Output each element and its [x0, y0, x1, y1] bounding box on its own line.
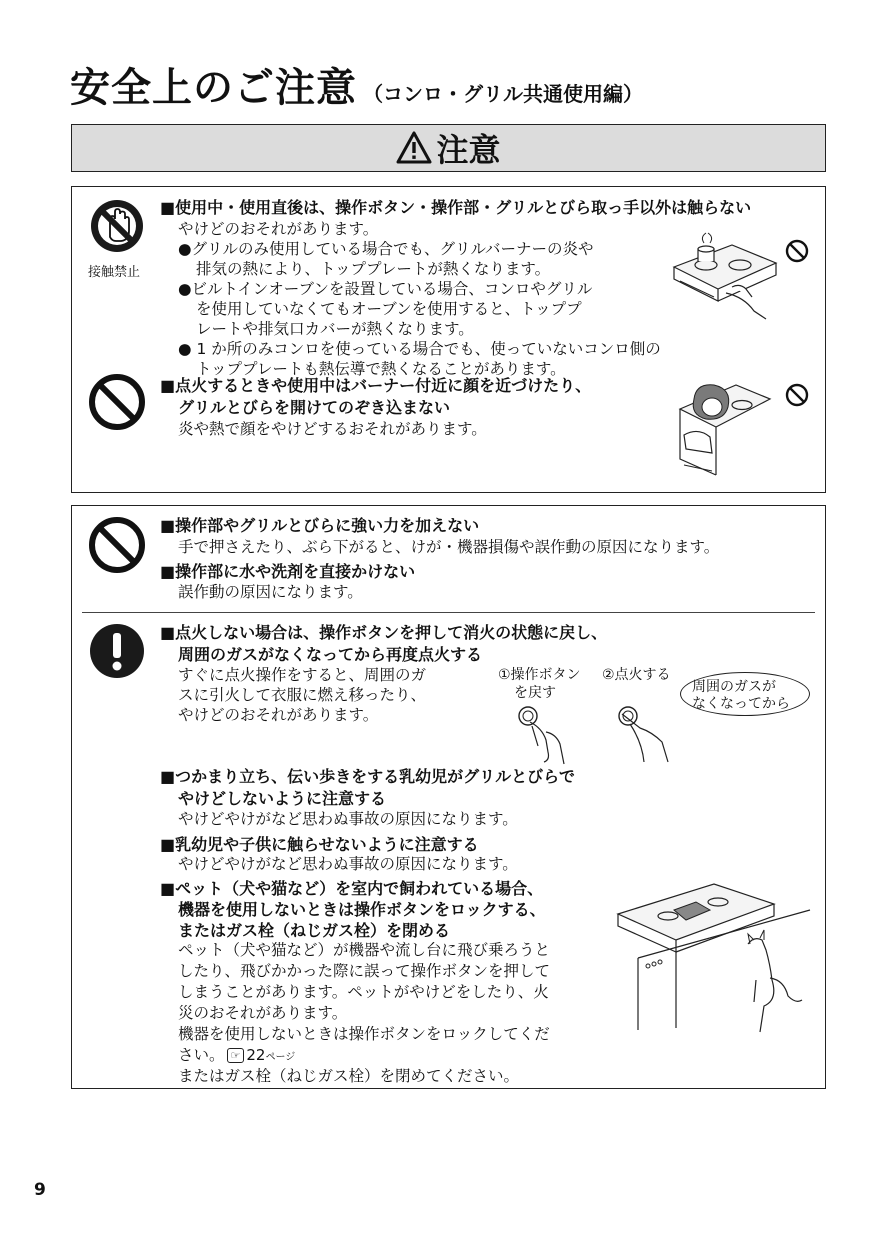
item1-line: ● 1 か所のみコンロを使っている場合でも、使っていないコンロ側の: [178, 340, 661, 358]
bubble-line: なくなってから: [692, 696, 790, 712]
item-f-heading-line: またはガス栓（ねじガス栓）を閉める: [178, 921, 451, 940]
prohibited-large-icon: [88, 516, 146, 574]
caution-label: 注意: [436, 131, 501, 169]
item1-line: ●ビルトインオーブンを設置している場合、コンロやグリル: [178, 280, 593, 298]
page-title: [70, 56, 643, 113]
item-f-body-line: しまうことがあります。ペットがやけどをしたり、火: [178, 983, 549, 1001]
item1-line: やけどのおそれがあります。: [178, 220, 379, 238]
caution-box-1: [71, 186, 826, 493]
prohibited-large-icon: [88, 373, 146, 431]
item-e-heading: ■乳幼児や子供に触らせないように注意する: [160, 835, 479, 854]
item-f-ref-prefix: さい。: [178, 1046, 225, 1064]
item-c-body-line: スに引火して衣服に燃え移ったり、: [178, 686, 427, 704]
item1-line: トッププレートも熱伝導で熱くなることがあります。: [196, 360, 566, 378]
item2-heading-line: ■点火するときや使用中はバーナー付近に顔を近づけたり、: [160, 376, 592, 395]
page-title-main: 安全上のご注意: [70, 65, 357, 111]
item-f-body-line: 災のおそれがあります。: [178, 1004, 348, 1022]
item-d-heading-line: ■つかまり立ち、伝い歩きをする乳幼児がグリルとびらで: [160, 767, 575, 786]
item-f-body-line: 機器を使用しないときは操作ボタンをロックしてくだ: [178, 1025, 550, 1043]
item-d-heading-line: やけどしないように注意する: [178, 789, 387, 808]
item-f-ref-line: [178, 1045, 295, 1068]
reference-pointer-icon: ☞: [227, 1048, 245, 1063]
item-f-body-line: したり、飛びかかった際に誤って操作ボタンを押して: [178, 962, 551, 980]
item-f-heading-line: 機器を使用しないときは操作ボタンをロックする、: [178, 900, 546, 919]
step2-label: ②点火する: [602, 667, 671, 683]
item-c-heading-line: 周囲のガスがなくなってから再度点火する: [178, 645, 483, 664]
item-c-body-line: すぐに点火操作をすると、周囲のガ: [178, 666, 427, 684]
stove-grill-illustration: [670, 231, 778, 321]
item-f-body-line: ペット（犬や猫など）が機器や流し台に飛び乗ろうと: [178, 941, 551, 959]
section-divider: [82, 612, 815, 613]
item2-heading-line: グリルとびらを開けてのぞき込まない: [178, 398, 451, 417]
caution-banner: [71, 124, 826, 172]
prohibited-icon: [785, 239, 809, 263]
face-near-burner-illustration: [676, 379, 772, 479]
page-number: 9: [34, 1180, 46, 1200]
reference-page[interactable]: 22: [246, 1046, 266, 1064]
item1-heading: ■使用中・使用直後は、操作ボタン・操作部・グリルとびら取っ手以外は触らない: [160, 198, 752, 217]
item-f-heading-line: ■ペット（犬や猫など）を室内で飼われている場合、: [160, 879, 544, 898]
item-f-last-line: またはガス栓（ねじガス栓）を閉めてください。: [178, 1067, 520, 1085]
prohibited-icon: [785, 383, 809, 407]
item1-line: レートや排気口カバーが熱くなります。: [196, 320, 474, 338]
item1-line: ●グリルのみ使用している場合でも、グリルバーナーの炎や: [178, 240, 594, 258]
item-a-heading: ■操作部やグリルとびらに強い力を加えない: [160, 516, 480, 535]
step1-label-line: ①操作ボタン: [498, 667, 581, 683]
knob-press-illustration: [512, 702, 692, 766]
item-a-body: 手で押さえたり、ぶら下がると、けが・機器損傷や誤作動の原因になります。: [178, 538, 720, 556]
step1-label-line: を戻す: [514, 685, 556, 701]
caution-box-2: [71, 505, 826, 1089]
item-b-heading: ■操作部に水や洗剤を直接かけない: [160, 562, 416, 581]
item1-line: 排気の熱により、トッププレートが熱くなります。: [196, 260, 551, 278]
item-c-body-line: やけどのおそれがあります。: [178, 706, 379, 724]
no-touch-label: 接触禁止: [88, 265, 141, 280]
reference-page-unit: ページ: [265, 1052, 296, 1063]
warning-triangle-icon: [396, 131, 432, 165]
item-d-body: やけどやけがなど思わぬ事故の原因になります。: [178, 810, 518, 828]
cat-stove-illustration: [614, 880, 814, 1038]
item-e-body: やけどやけがなど思わぬ事故の原因になります。: [178, 855, 518, 873]
no-touch-icon: [88, 197, 146, 255]
item2-body: 炎や熱で顔をやけどするおそれがあります。: [178, 420, 487, 438]
page-subtitle: （コンロ・グリル共通使用編）: [363, 82, 643, 106]
item1-line: を使用していなくてもオーブンを使用すると、トッププ: [196, 300, 582, 318]
bubble-line: 周囲のガスが: [692, 679, 776, 695]
mandatory-exclamation-icon: [88, 622, 146, 680]
item-b-body: 誤作動の原因になります。: [178, 583, 363, 601]
item-c-heading-line: ■点火しない場合は、操作ボタンを押して消火の状態に戻し、: [160, 623, 608, 642]
